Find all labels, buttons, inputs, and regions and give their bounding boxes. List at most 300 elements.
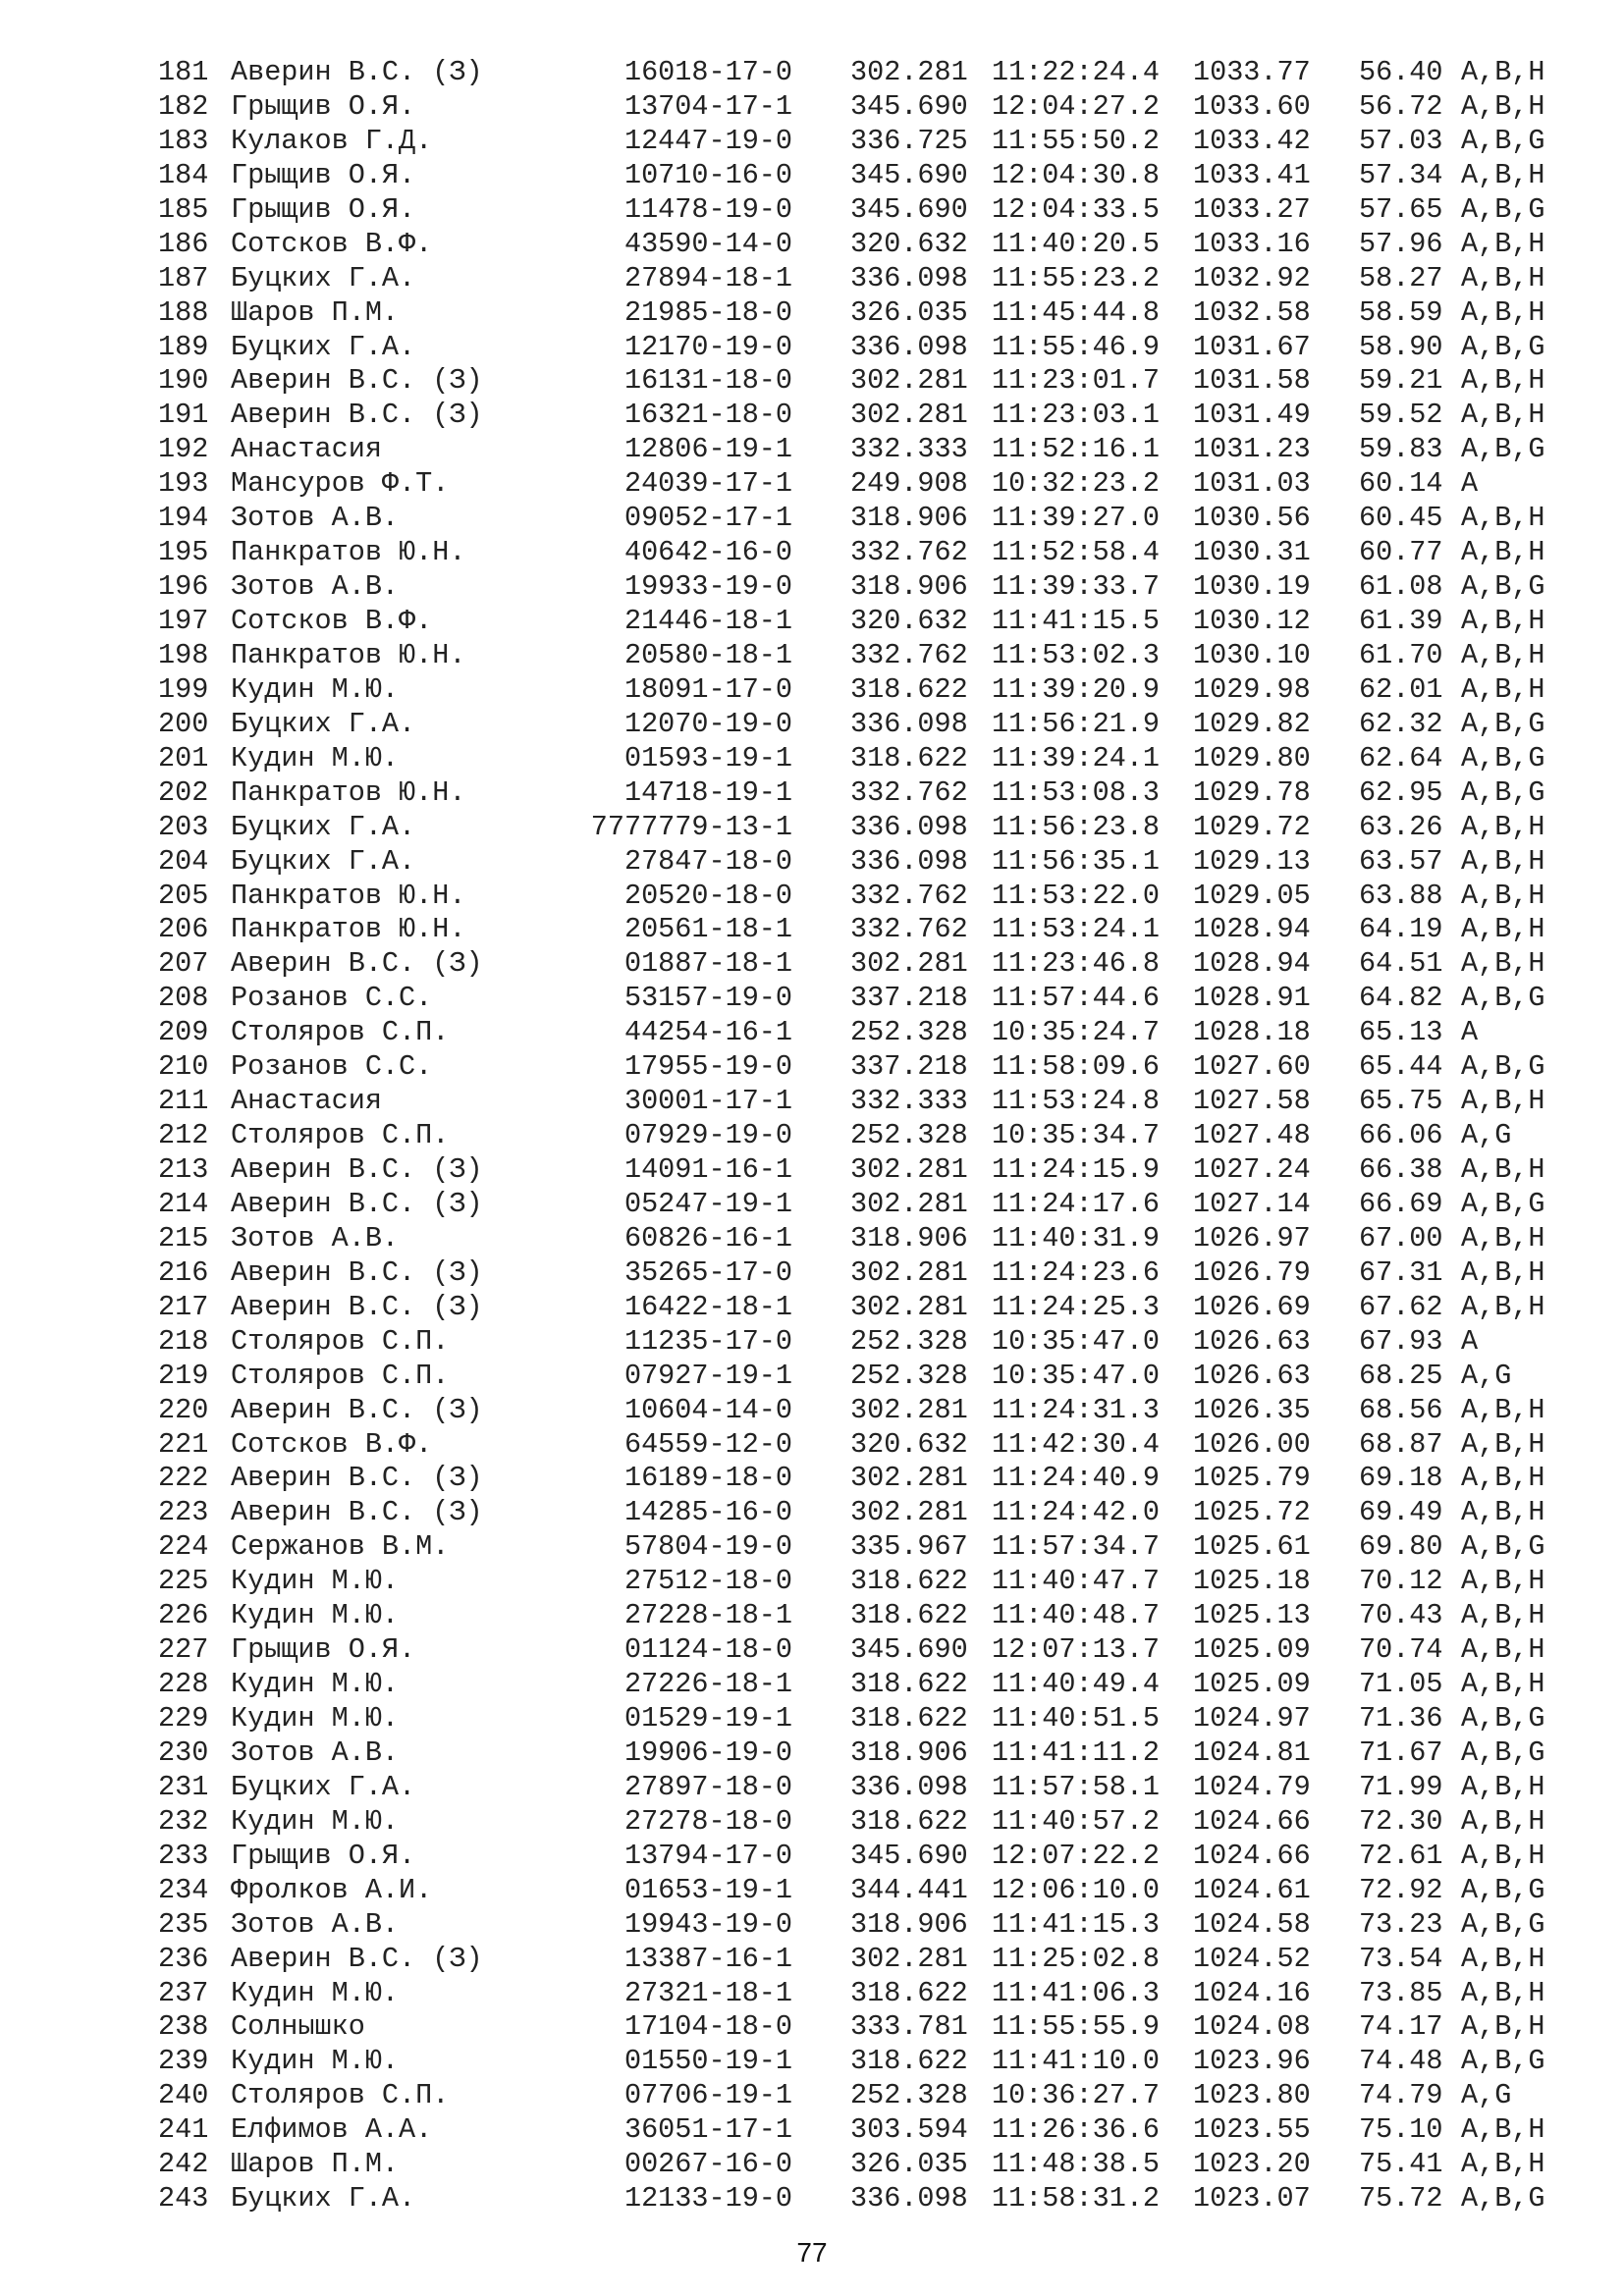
fancier-name-cell: Аверин В.С. (З) (231, 1942, 483, 1975)
arrival-time-cell: 11:52:58.4 (992, 536, 1161, 569)
points-cell: 59.52 (1359, 399, 1443, 432)
arrival-time-cell: 11:55:55.9 (992, 2010, 1161, 2044)
distance-cell: 318.622 (850, 2045, 968, 2078)
rank-cell: 208 (158, 982, 209, 1015)
speed-cell: 1029.05 (1193, 879, 1311, 912)
distance-cell: 303.594 (850, 2113, 968, 2147)
result-row (0, 1496, 1624, 1530)
arrival-time-cell: 11:55:50.2 (992, 124, 1161, 157)
speed-cell: 1029.98 (1193, 672, 1311, 706)
speed-cell: 1030.56 (1193, 502, 1311, 535)
arrival-time-cell: 12:07:13.7 (992, 1633, 1161, 1667)
rank-cell: 206 (158, 913, 209, 946)
flags-cell: A,B,H (1461, 1221, 1545, 1255)
distance-cell: 318.622 (850, 1976, 968, 2009)
flags-cell: A,B,G (1461, 741, 1545, 774)
distance-cell: 302.281 (850, 364, 968, 398)
flags-cell: A,B,H (1461, 227, 1545, 260)
rank-cell: 184 (158, 158, 209, 191)
speed-cell: 1026.00 (1193, 1427, 1311, 1461)
distance-cell: 318.906 (850, 1907, 968, 1941)
points-cell: 62.64 (1359, 741, 1443, 774)
rank-cell: 207 (158, 947, 209, 981)
result-row (0, 467, 1624, 502)
result-row (0, 433, 1624, 467)
ring-number-cell: 13794-17-0 (623, 1839, 792, 1872)
ring-number-cell: 57804-19-0 (623, 1530, 792, 1564)
fancier-name-cell: Кудин М.Ю. (231, 1565, 400, 1598)
ring-number-cell: 19933-19-0 (623, 570, 792, 604)
speed-cell: 1025.18 (1193, 1565, 1311, 1598)
rank-cell: 194 (158, 502, 209, 535)
result-row (0, 708, 1624, 742)
rank-cell: 238 (158, 2010, 209, 2044)
distance-cell: 302.281 (850, 1153, 968, 1186)
arrival-time-cell: 11:40:20.5 (992, 227, 1161, 260)
distance-cell: 332.762 (850, 638, 968, 671)
points-cell: 62.01 (1359, 672, 1443, 706)
points-cell: 60.77 (1359, 536, 1443, 569)
ring-number-cell: 10604-14-0 (623, 1393, 792, 1426)
arrival-time-cell: 10:35:47.0 (992, 1324, 1161, 1358)
rank-cell: 192 (158, 433, 209, 466)
arrival-time-cell: 12:04:33.5 (992, 192, 1161, 226)
speed-cell: 1024.81 (1193, 1735, 1311, 1769)
rank-cell: 187 (158, 261, 209, 294)
ring-number-cell: 01887-18-1 (623, 947, 792, 981)
speed-cell: 1033.77 (1193, 56, 1311, 88)
ring-number-cell: 00267-16-0 (623, 2148, 792, 2181)
distance-cell: 332.762 (850, 536, 968, 569)
distance-cell: 320.632 (850, 605, 968, 637)
flags-cell: A,B,H (1461, 913, 1545, 946)
arrival-time-cell: 11:22:24.4 (992, 56, 1161, 88)
arrival-time-cell: 11:55:46.9 (992, 330, 1161, 363)
flags-cell: A,B,G (1461, 2045, 1545, 2078)
points-cell: 63.26 (1359, 810, 1443, 843)
fancier-name-cell: Грыщив О.Я. (231, 192, 416, 226)
distance-cell: 318.622 (850, 1565, 968, 1598)
arrival-time-cell: 11:24:31.3 (992, 1393, 1161, 1426)
ring-number-cell: 20561-18-1 (623, 913, 792, 946)
flags-cell: A,G (1461, 2079, 1512, 2112)
points-cell: 73.23 (1359, 1907, 1443, 1941)
arrival-time-cell: 11:26:36.6 (992, 2113, 1161, 2147)
fancier-name-cell: Розанов С.С. (231, 1050, 433, 1084)
result-row (0, 1360, 1624, 1394)
distance-cell: 345.690 (850, 1633, 968, 1667)
speed-cell: 1025.61 (1193, 1530, 1311, 1564)
arrival-time-cell: 11:40:47.7 (992, 1565, 1161, 1598)
rank-cell: 224 (158, 1530, 209, 1564)
distance-cell: 302.281 (850, 1462, 968, 1495)
distance-cell: 318.622 (850, 1702, 968, 1735)
ring-number-cell: 36051-17-1 (623, 2113, 792, 2147)
distance-cell: 332.333 (850, 433, 968, 466)
flags-cell: A,G (1461, 1359, 1512, 1392)
ring-number-cell: 35265-17-0 (623, 1255, 792, 1289)
ring-number-cell: 17955-19-0 (623, 1050, 792, 1084)
ring-number-cell: 27321-18-1 (623, 1976, 792, 2009)
fancier-name-cell: Зотов А.В. (231, 1221, 400, 1255)
flags-cell: A,B,G (1461, 1050, 1545, 1084)
result-row (0, 845, 1624, 880)
result-row (0, 1840, 1624, 1874)
points-cell: 69.18 (1359, 1462, 1443, 1495)
arrival-time-cell: 11:56:35.1 (992, 844, 1161, 878)
rank-cell: 195 (158, 536, 209, 569)
arrival-time-cell: 11:48:38.5 (992, 2148, 1161, 2181)
distance-cell: 320.632 (850, 227, 968, 260)
rank-cell: 215 (158, 1221, 209, 1255)
ring-number-cell: 12447-19-0 (623, 124, 792, 157)
arrival-time-cell: 11:57:44.6 (992, 982, 1161, 1015)
distance-cell: 318.906 (850, 570, 968, 604)
points-cell: 66.38 (1359, 1153, 1443, 1186)
rank-cell: 216 (158, 1255, 209, 1289)
distance-cell: 337.218 (850, 1050, 968, 1084)
points-cell: 62.95 (1359, 775, 1443, 809)
ring-number-cell: 12806-19-1 (623, 433, 792, 466)
distance-cell: 318.622 (850, 672, 968, 706)
ring-number-cell: 27894-18-1 (623, 261, 792, 294)
flags-cell: A,B,G (1461, 775, 1545, 809)
distance-cell: 318.906 (850, 502, 968, 535)
rank-cell: 198 (158, 638, 209, 671)
speed-cell: 1024.61 (1193, 1873, 1311, 1906)
arrival-time-cell: 11:39:20.9 (992, 672, 1161, 706)
speed-cell: 1029.82 (1193, 707, 1311, 740)
fancier-name-cell: Буцких Г.А. (231, 707, 416, 740)
points-cell: 58.59 (1359, 295, 1443, 329)
distance-cell: 336.098 (850, 261, 968, 294)
result-row (0, 1256, 1624, 1291)
flags-cell: A,B,H (1461, 56, 1545, 88)
result-row (0, 1943, 1624, 1977)
ring-number-cell: 01593-19-1 (623, 741, 792, 774)
fancier-name-cell: Грыщив О.Я. (231, 89, 416, 123)
arrival-time-cell: 11:24:25.3 (992, 1290, 1161, 1323)
rank-cell: 219 (158, 1359, 209, 1392)
result-row (0, 2010, 1624, 2045)
rank-cell: 222 (158, 1462, 209, 1495)
points-cell: 72.61 (1359, 1839, 1443, 1872)
points-cell: 75.41 (1359, 2148, 1443, 2181)
fancier-name-cell: Грыщив О.Я. (231, 1839, 416, 1872)
speed-cell: 1033.41 (1193, 158, 1311, 191)
ring-number-cell: 18091-17-0 (623, 672, 792, 706)
result-row (0, 811, 1624, 845)
ring-number-cell: 16131-18-0 (623, 364, 792, 398)
distance-cell: 332.333 (850, 1085, 968, 1118)
points-cell: 58.90 (1359, 330, 1443, 363)
ring-number-cell: 7777779-13-1 (590, 810, 792, 843)
distance-cell: 345.690 (850, 89, 968, 123)
result-row (0, 913, 1624, 947)
flags-cell: A,B,G (1461, 124, 1545, 157)
fancier-name-cell: Аверин В.С. (З) (231, 399, 483, 432)
fancier-name-cell: Столяров С.П. (231, 1359, 450, 1392)
ring-number-cell: 43590-14-0 (623, 227, 792, 260)
fancier-name-cell: Зотов А.В. (231, 1907, 400, 1941)
result-row (0, 1908, 1624, 1943)
arrival-time-cell: 11:41:06.3 (992, 1976, 1161, 2009)
points-cell: 71.67 (1359, 1735, 1443, 1769)
flags-cell: A,B,H (1461, 1839, 1545, 1872)
ring-number-cell: 19943-19-0 (623, 1907, 792, 1941)
fancier-name-cell: Панкратов Ю.Н. (231, 913, 466, 946)
arrival-time-cell: 11:56:21.9 (992, 707, 1161, 740)
result-row (0, 2148, 1624, 2182)
fancier-name-cell: Мансуров Ф.Т. (231, 467, 450, 501)
distance-cell: 335.967 (850, 1530, 968, 1564)
ring-number-cell: 21985-18-0 (623, 295, 792, 329)
points-cell: 63.88 (1359, 879, 1443, 912)
flags-cell: A,B,H (1461, 638, 1545, 671)
arrival-time-cell: 11:57:34.7 (992, 1530, 1161, 1564)
fancier-name-cell: Аверин В.С. (З) (231, 56, 483, 88)
arrival-time-cell: 12:06:10.0 (992, 1873, 1161, 1906)
distance-cell: 302.281 (850, 1942, 968, 1975)
rank-cell: 182 (158, 89, 209, 123)
speed-cell: 1023.96 (1193, 2045, 1311, 2078)
points-cell: 63.57 (1359, 844, 1443, 878)
fancier-name-cell: Буцких Г.А. (231, 261, 416, 294)
speed-cell: 1026.63 (1193, 1324, 1311, 1358)
ring-number-cell: 10710-16-0 (623, 158, 792, 191)
flags-cell: A,B,G (1461, 570, 1545, 604)
ring-number-cell: 01653-19-1 (623, 1873, 792, 1906)
distance-cell: 318.906 (850, 1221, 968, 1255)
ring-number-cell: 27847-18-0 (623, 844, 792, 878)
fancier-name-cell: Буцких Г.А. (231, 1770, 416, 1803)
distance-cell: 336.725 (850, 124, 968, 157)
flags-cell: A,B,G (1461, 982, 1545, 1015)
points-cell: 65.44 (1359, 1050, 1443, 1084)
rank-cell: 183 (158, 124, 209, 157)
distance-cell: 318.906 (850, 1735, 968, 1769)
ring-number-cell: 60826-16-1 (623, 1221, 792, 1255)
speed-cell: 1033.27 (1193, 192, 1311, 226)
distance-cell: 302.281 (850, 399, 968, 432)
rank-cell: 229 (158, 1702, 209, 1735)
fancier-name-cell: Шаров П.М. (231, 295, 400, 329)
ring-number-cell: 12170-19-0 (623, 330, 792, 363)
arrival-time-cell: 11:39:27.0 (992, 502, 1161, 535)
arrival-time-cell: 11:41:10.0 (992, 2045, 1161, 2078)
ring-number-cell: 12133-19-0 (623, 2182, 792, 2216)
result-row (0, 1291, 1624, 1325)
rank-cell: 218 (158, 1324, 209, 1358)
distance-cell: 318.622 (850, 741, 968, 774)
speed-cell: 1031.49 (1193, 399, 1311, 432)
arrival-time-cell: 11:58:31.2 (992, 2182, 1161, 2216)
rank-cell: 234 (158, 1873, 209, 1906)
speed-cell: 1026.63 (1193, 1359, 1311, 1392)
ring-number-cell: 27226-18-1 (623, 1668, 792, 1701)
flags-cell: A,B,H (1461, 1496, 1545, 1529)
arrival-time-cell: 11:55:23.2 (992, 261, 1161, 294)
speed-cell: 1030.31 (1193, 536, 1311, 569)
fancier-name-cell: Фролков А.И. (231, 1873, 433, 1906)
ring-number-cell: 14718-19-1 (623, 775, 792, 809)
speed-cell: 1027.48 (1193, 1119, 1311, 1152)
fancier-name-cell: Кудин М.Ю. (231, 1668, 400, 1701)
flags-cell: A (1461, 1324, 1479, 1358)
rank-cell: 212 (158, 1119, 209, 1152)
flags-cell: A,B,H (1461, 1668, 1545, 1701)
result-row (0, 125, 1624, 159)
ring-number-cell: 19906-19-0 (623, 1735, 792, 1769)
arrival-time-cell: 11:56:23.8 (992, 810, 1161, 843)
result-row (0, 2045, 1624, 2079)
result-row (0, 880, 1624, 914)
points-cell: 73.85 (1359, 1976, 1443, 2009)
fancier-name-cell: Аверин В.С. (З) (231, 1255, 483, 1289)
arrival-time-cell: 11:39:24.1 (992, 741, 1161, 774)
flags-cell: A,B,H (1461, 1633, 1545, 1667)
arrival-time-cell: 11:42:30.4 (992, 1427, 1161, 1461)
ring-number-cell: 27228-18-1 (623, 1599, 792, 1632)
ring-number-cell: 64559-12-0 (623, 1427, 792, 1461)
rank-cell: 190 (158, 364, 209, 398)
rank-cell: 191 (158, 399, 209, 432)
ring-number-cell: 16321-18-0 (623, 399, 792, 432)
fancier-name-cell: Столяров С.П. (231, 2079, 450, 2112)
result-row (0, 1805, 1624, 1840)
rank-cell: 225 (158, 1565, 209, 1598)
fancier-name-cell: Розанов С.С. (231, 982, 433, 1015)
result-row (0, 159, 1624, 193)
arrival-time-cell: 11:52:16.1 (992, 433, 1161, 466)
ring-number-cell: 16018-17-0 (623, 56, 792, 88)
result-row (0, 1222, 1624, 1256)
ring-number-cell: 40642-16-0 (623, 536, 792, 569)
points-cell: 71.99 (1359, 1770, 1443, 1803)
speed-cell: 1033.16 (1193, 227, 1311, 260)
points-cell: 74.17 (1359, 2010, 1443, 2044)
result-row (0, 536, 1624, 570)
points-cell: 67.31 (1359, 1255, 1443, 1289)
result-row (0, 1668, 1624, 1702)
speed-cell: 1029.72 (1193, 810, 1311, 843)
distance-cell: 252.328 (850, 1016, 968, 1049)
speed-cell: 1027.24 (1193, 1153, 1311, 1186)
points-cell: 67.00 (1359, 1221, 1443, 1255)
result-row (0, 1977, 1624, 2011)
fancier-name-cell: Кудин М.Ю. (231, 2045, 400, 2078)
flags-cell: A,B,G (1461, 192, 1545, 226)
fancier-name-cell: Сержанов В.М. (231, 1530, 450, 1564)
speed-cell: 1030.10 (1193, 638, 1311, 671)
points-cell: 64.51 (1359, 947, 1443, 981)
speed-cell: 1026.97 (1193, 1221, 1311, 1255)
distance-cell: 336.098 (850, 707, 968, 740)
speed-cell: 1027.60 (1193, 1050, 1311, 1084)
arrival-time-cell: 10:35:24.7 (992, 1016, 1161, 1049)
points-cell: 57.96 (1359, 227, 1443, 260)
flags-cell: A,B,H (1461, 89, 1545, 123)
distance-cell: 318.622 (850, 1599, 968, 1632)
flags-cell: A,B,H (1461, 879, 1545, 912)
points-cell: 61.39 (1359, 605, 1443, 637)
fancier-name-cell: Столяров С.П. (231, 1324, 450, 1358)
rank-cell: 227 (158, 1633, 209, 1667)
points-cell: 57.03 (1359, 124, 1443, 157)
rank-cell: 237 (158, 1976, 209, 2009)
distance-cell: 252.328 (850, 1324, 968, 1358)
ring-number-cell: 07929-19-0 (623, 1119, 792, 1152)
speed-cell: 1025.09 (1193, 1633, 1311, 1667)
fancier-name-cell: Аверин В.С. (З) (231, 1290, 483, 1323)
points-cell: 56.40 (1359, 56, 1443, 88)
fancier-name-cell: Кулаков Г.Д. (231, 124, 433, 157)
flags-cell: A,B,H (1461, 947, 1545, 981)
speed-cell: 1024.08 (1193, 2010, 1311, 2044)
flags-cell: A,B,H (1461, 605, 1545, 637)
arrival-time-cell: 11:24:42.0 (992, 1496, 1161, 1529)
distance-cell: 302.281 (850, 1290, 968, 1323)
fancier-name-cell: Кудин М.Ю. (231, 1804, 400, 1838)
distance-cell: 302.281 (850, 1187, 968, 1220)
arrival-time-cell: 11:57:58.1 (992, 1770, 1161, 1803)
fancier-name-cell: Грыщив О.Я. (231, 1633, 416, 1667)
rank-cell: 228 (158, 1668, 209, 1701)
rank-cell: 204 (158, 844, 209, 878)
result-row (0, 605, 1624, 639)
flags-cell: A,B,H (1461, 2148, 1545, 2181)
ring-number-cell: 01124-18-0 (623, 1633, 792, 1667)
ring-number-cell: 27512-18-0 (623, 1565, 792, 1598)
speed-cell: 1024.66 (1193, 1839, 1311, 1872)
fancier-name-cell: Кудин М.Ю. (231, 672, 400, 706)
distance-cell: 302.281 (850, 1255, 968, 1289)
rank-cell: 186 (158, 227, 209, 260)
fancier-name-cell: Анастасия (231, 433, 382, 466)
speed-cell: 1030.19 (1193, 570, 1311, 604)
arrival-time-cell: 11:41:15.5 (992, 605, 1161, 637)
result-row (0, 193, 1624, 228)
flags-cell: A,B,H (1461, 261, 1545, 294)
flags-cell: A,B,G (1461, 1530, 1545, 1564)
points-cell: 68.25 (1359, 1359, 1443, 1392)
result-row (0, 1565, 1624, 1599)
result-row (0, 947, 1624, 982)
distance-cell: 336.098 (850, 810, 968, 843)
speed-cell: 1023.20 (1193, 2148, 1311, 2181)
points-cell: 73.54 (1359, 1942, 1443, 1975)
flags-cell: A,B,G (1461, 1702, 1545, 1735)
flags-cell: A,B,H (1461, 1255, 1545, 1289)
result-row (0, 776, 1624, 811)
flags-cell: A,B,H (1461, 2113, 1545, 2147)
fancier-name-cell: Панкратов Ю.Н. (231, 879, 466, 912)
flags-cell: A,B,H (1461, 1462, 1545, 1495)
arrival-time-cell: 11:23:01.7 (992, 364, 1161, 398)
result-row (0, 502, 1624, 536)
points-cell: 57.34 (1359, 158, 1443, 191)
points-cell: 61.70 (1359, 638, 1443, 671)
arrival-time-cell: 11:58:09.6 (992, 1050, 1161, 1084)
flags-cell: A,B,H (1461, 672, 1545, 706)
rank-cell: 240 (158, 2079, 209, 2112)
rank-cell: 220 (158, 1393, 209, 1426)
speed-cell: 1027.14 (1193, 1187, 1311, 1220)
points-cell: 64.82 (1359, 982, 1443, 1015)
distance-cell: 318.622 (850, 1668, 968, 1701)
speed-cell: 1025.79 (1193, 1462, 1311, 1495)
points-cell: 64.19 (1359, 913, 1443, 946)
